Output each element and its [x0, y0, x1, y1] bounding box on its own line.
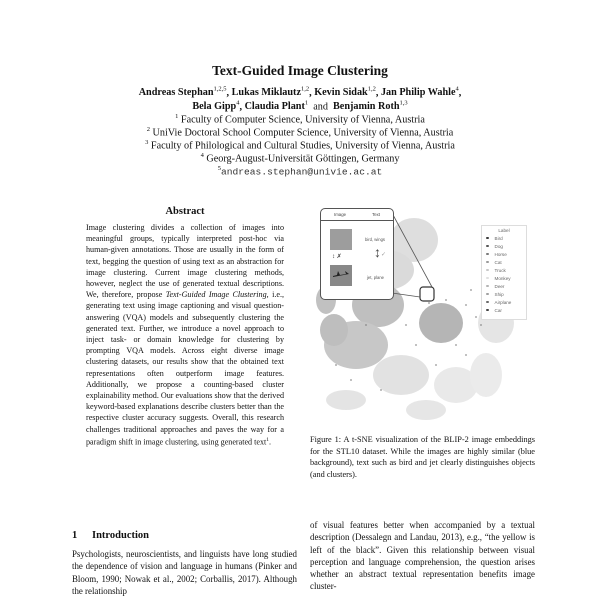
body-text-column-2: of visual features better when accompanied by a textual description (Dessalegn and Landau, 2013), e.g., “the yellow is left of the black”. Given this relationship between visual perception and language comprehension, the question arises whether an abstract textual representation benefits image cluster-: [310, 520, 535, 592]
author: Claudia Plant$^1$: [244, 100, 309, 113]
airplane-icon: [330, 265, 352, 286]
authors-line-1: Andreas Stephan$^{1,2,5}$, Lukas Miklautz$^{1,2}$, Kevin Sidak$^{1,2}$, Jan Philip Wahle$^4$,: [138, 86, 462, 99]
inset-column-image: Image: [334, 212, 346, 217]
bird-image-thumbnail: [330, 229, 352, 250]
abstract-text: Image clustering divides a collection of images into meaningful groups, typically interpreted post-hoc via human-given annotations. Those are usually in the form of text, begging the question of using text as an abstraction for image clustering. Current image clustering methods, however, neglect the use of generated textual descriptions. We, therefore, propose Text-Guided Image Clustering, i.e., generating text using image captioning and visual question-answering (VQA) models and subsequently clustering the generated text. Further, we introduce a novel approach to inject task- or domain knowledge for clustering by prompting VQA models. Across eight diverse image clustering datasets, our results show that the obtained text representations often outperform image features. Additionally, we propose a counting-based cluster explainability method. Our evaluations show that the derived keyword-based explanations describe clusters better than the respective cluster accuracy suggests. Overall, this research challenges traditional approaches and paves the way for a paradigm shift in image clustering, using generated text$^1$.: [86, 223, 285, 447]
legend-item: Airplane: [482, 298, 526, 306]
legend-item: Bird: [482, 234, 526, 242]
abstract-heading: Abstract: [165, 206, 205, 217]
affiliation: $^1$ Faculty of Computer Science, University of Vienna, Austria: [175, 113, 425, 126]
image-relation-cross-icon: ↕ ✗: [332, 254, 342, 260]
legend-item: Horse: [482, 250, 526, 258]
paper-title: Text-Guided Image Clustering: [212, 63, 388, 78]
section-heading-introduction: 1 Introduction: [72, 530, 149, 541]
inset-column-text: Text: [372, 212, 380, 217]
author: Kevin Sidak$^{1,2}$: [314, 86, 376, 99]
footnote-mark: 1: [266, 436, 270, 443]
author-email: $^5$andreas.stephan@univie.ac.at: [217, 165, 383, 178]
author: Bela Gipp$^4$: [192, 100, 240, 113]
legend-item: Monkey: [482, 274, 526, 282]
inset-text-top: bird, wings: [365, 237, 386, 242]
authors-line-2: Bela Gipp$^4$, Claudia Plant$^1$ and Benjamin Roth$^{1,3}$: [192, 100, 408, 113]
and-word: and: [313, 101, 328, 113]
legend-item: Ship: [482, 290, 526, 298]
legend-item: Truck: [482, 266, 526, 274]
legend-item: Car: [482, 306, 526, 314]
author: Jan Philip Wahle$^4$: [380, 86, 459, 99]
jet-image-thumbnail: [330, 265, 352, 286]
check-icon: ✓: [381, 252, 387, 258]
author: Benjamin Roth$^{1,3}$: [333, 100, 408, 113]
chart-legend: [481, 225, 527, 320]
legend-item: Dog: [482, 242, 526, 250]
introduction-text: Psychologists, neuroscientists, and linguists have long studied the dependence of vision and language in humans (Pinker and Bloom, 1990; Nowak et al., 2002; Corballis, 2017). Although the relationship: [72, 549, 297, 596]
double-arrow-icon: ↕: [374, 244, 381, 260]
author: Lukas Miklautz$^{1,2}$: [231, 86, 310, 99]
figure-caption: Figure 1: A t-SNE visualization of the BLIP-2 image embeddings for the STL10 dataset. While the images are highly similar (blue background), text such as bird and jet clearly distinguishes objects (and clusters).: [310, 435, 535, 479]
legend-item: Deer: [482, 282, 526, 290]
legend-title: Label: [498, 228, 510, 233]
affiliation: $^4$ Georg-August-Universität Göttingen, Germany: [200, 152, 400, 165]
figure-inset-panel: [320, 208, 394, 300]
affiliation: $^2$ UniVie Doctoral School Computer Science, University of Vienna, Austria: [146, 126, 454, 139]
affiliation: $^3$ Faculty of Philological and Cultural Studies, University of Vienna, Austria: [145, 139, 455, 152]
legend-item: Cat: [482, 258, 526, 266]
inset-text-bottom: jet, plane: [367, 275, 384, 280]
author: Andreas Stephan$^{1,2,5}$: [138, 86, 227, 99]
